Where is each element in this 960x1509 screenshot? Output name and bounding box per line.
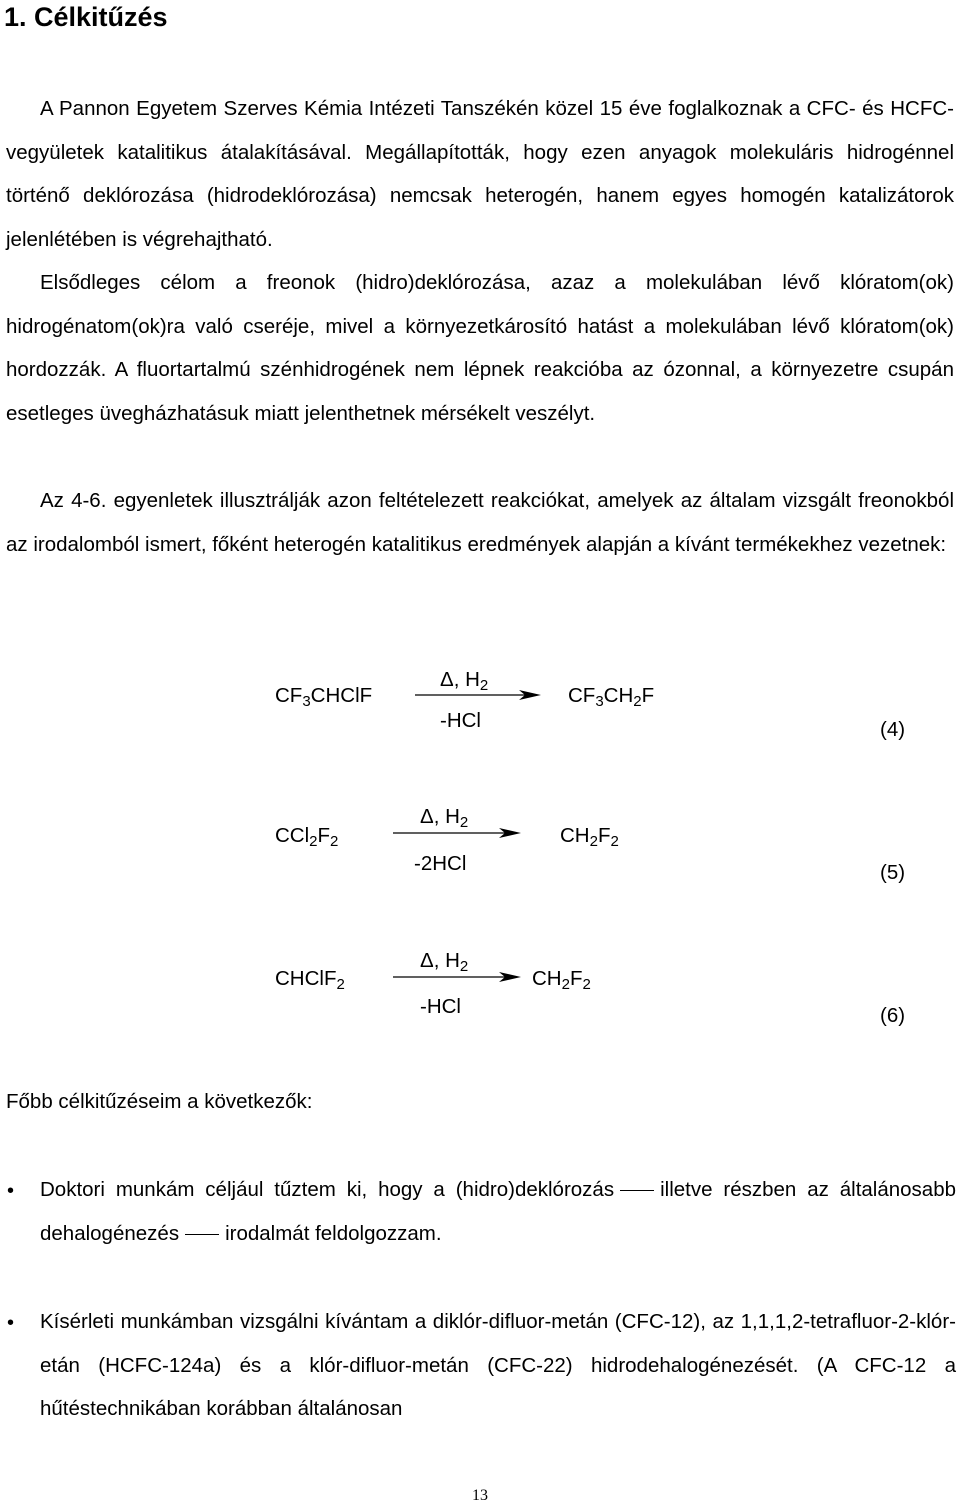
paragraph-intro: A Pannon Egyetem Szerves Kémia Intézeti Tanszékén közel 15 éve foglalkoznak a CFC- és HCFC-vegyületek katalitikus átalakításával. Megállapították, hogy ezen anyagok molekuláris hidrogénnel történő deklórozása (hidrodeklórozása) nemcsak heterogén, hanem egyes homogén katalizátorok jelenlétében is végrehajtható. — [6, 97, 954, 251]
equation-number: (6) — [880, 1004, 906, 1027]
equation-reactant: $CF_3CHClF$ — [275, 684, 373, 710]
reaction-arrow — [415, 688, 543, 702]
goal-item-2: Kísérleti munkámban vizsgálni kívántam a diklór-difluor-metán (CFC-12), az 1,1,1,2-tetrafluor-2-klór-etán (HCFC-124a) és a klór-difluor-metán (CFC-22) hidrodehalogénezését. (A CFC-12 a hűtéstechnikában korábban általánosan — [40, 1310, 956, 1420]
equation-condition-below: -HCl — [420, 995, 461, 1018]
goal-item-1: Doktori munkám céljául tűztem ki, hogy a (hidro)deklórozás illetve részben az általánosabb dehalogénezés irodalmát feldolgozzam. — [40, 1178, 956, 1245]
equation-condition-below: -HCl — [440, 709, 481, 732]
section-heading: 1. Célkitűzés — [4, 2, 168, 32]
reaction-arrow — [393, 970, 523, 984]
equation-reactant: $CCl_2F_2$ — [275, 824, 339, 850]
equation-product: $CH_2F_2$ — [560, 824, 619, 850]
paragraph-goal: Elsődleges célom a freonok (hidro)deklórozása, azaz a molekulában lévő klóratom(ok) hidrogénatom(ok)ra való cseréje, mivel a környezetkárosító hatást a molekulában lévő klóratom(ok) hordozzák. A fluortartalmú szénhidrogének nem lépnek reakcióba az ózonnal, a környezetre csupán esetleges üvegházhatásuk miatt jelenthetnek mérsékelt veszélyt. — [6, 271, 954, 425]
bullet-icon: • — [7, 1312, 15, 1334]
goals-heading: Főbb célkitűzéseim a következők: — [6, 1090, 313, 1113]
equation-reactant: CHClF$_2$ — [275, 967, 345, 993]
em-dash — [620, 1190, 654, 1191]
page-number: 13 — [472, 1487, 488, 1504]
equation-condition-above: Δ, $H_2$ — [420, 949, 469, 975]
equation-number: (5) — [880, 861, 906, 884]
reaction-arrow — [393, 826, 523, 840]
equation-product: $CH_2F_2$ — [532, 967, 591, 993]
equation-condition-below: -2HCl — [414, 852, 467, 875]
equation-condition-above: Δ, $H_2$ — [420, 805, 469, 831]
bullet-icon: • — [7, 1180, 15, 1202]
equation-product: $CF_3CH_2F$ — [568, 684, 655, 710]
em-dash — [185, 1234, 219, 1235]
equation-condition-above: Δ, $H_2$ — [440, 668, 489, 694]
paragraph-equations-intro: Az 4-6. egyenletek illusztrálják azon feltételezett reakciókat, amelyek az általam vizsgált freonokból az irodalomból ismert, főként heterogén katalitikus eredmények alapján a kívánt termékekhez vezetnek: — [6, 489, 954, 556]
equation-number: (4) — [880, 718, 906, 741]
